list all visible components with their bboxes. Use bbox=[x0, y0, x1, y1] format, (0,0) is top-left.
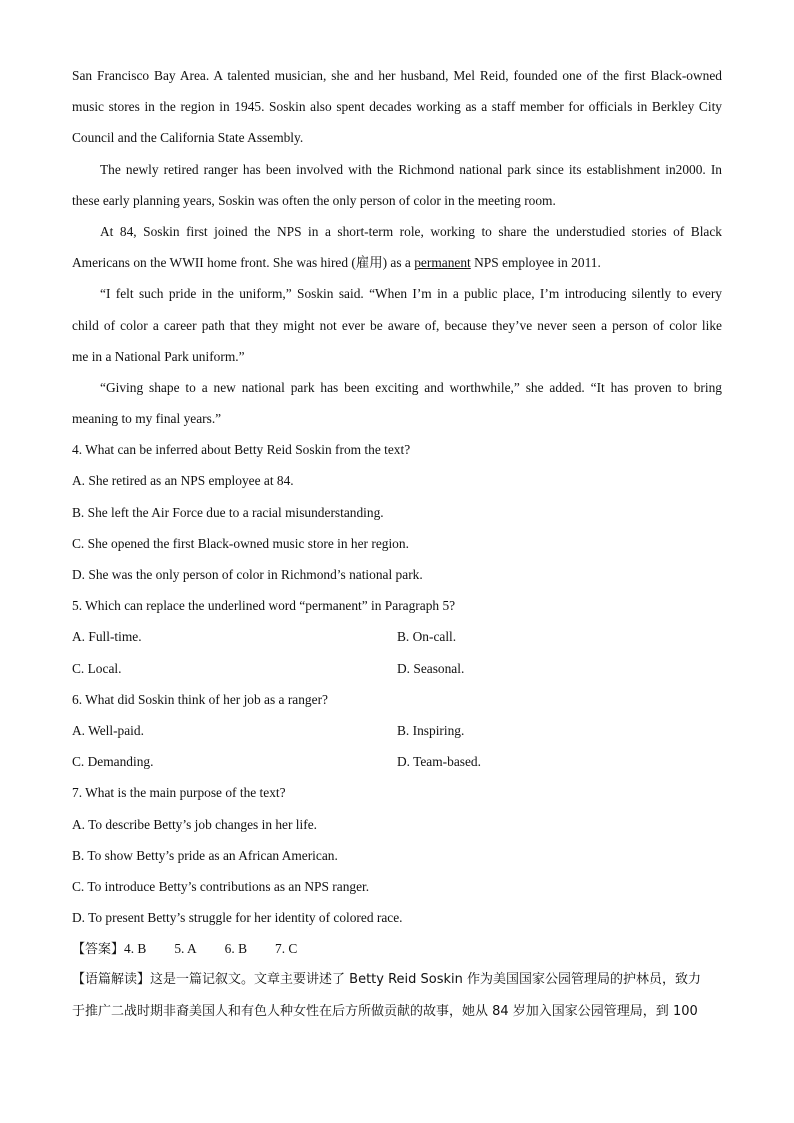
option-d: D. Seasonal. bbox=[397, 660, 465, 676]
underlined-word-permanent: permanent bbox=[414, 255, 471, 271]
text-span: Americans on the WWII home front. She was hired (雇用) as a bbox=[72, 255, 415, 271]
option-c: C. She opened the first Black-owned music store in her region. bbox=[72, 535, 409, 551]
text-line: “Giving shape to a new national park has been exciting and worthwhile,” she added. “It has proven to bring bbox=[100, 379, 722, 395]
paragraph-1 bbox=[72, 60, 722, 154]
answer-item: 5. A bbox=[174, 941, 197, 957]
option-c: C. To introduce Betty’s contributions as an NPS ranger. bbox=[72, 878, 370, 894]
text-line: At 84, Soskin first joined the NPS in a short-term role, working to share the understudied stories of Black bbox=[100, 223, 722, 239]
question-4 bbox=[72, 434, 722, 590]
paragraph-3 bbox=[72, 216, 722, 278]
text-line: child of color a career path that they might not ever be aware of, because they’ve never seen a person of color like bbox=[72, 317, 722, 333]
text-line: meaning to my final years.” bbox=[72, 411, 222, 427]
question-7 bbox=[72, 777, 722, 933]
option-d: D. To present Betty’s struggle for her identity of colored race. bbox=[72, 910, 403, 926]
option-d: D. She was the only person of color in Richmond’s national park. bbox=[72, 567, 423, 582]
option-a: A. She retired as an NPS employee at 84. bbox=[72, 473, 294, 489]
text-span: 这是一篇记叙文。文章主要讲述了 Betty Reid Soskin 作为美国国家公园管理局的护林员，致力 bbox=[150, 972, 702, 988]
text-line: “I felt such pride in the uniform,” Soskin said. “When I’m in a public place, I’m introducing silently to every bbox=[100, 286, 722, 302]
text-line: 于推广二战时期非裔美国人和有色人种女性在后方所做贡献的故事，她从 84 岁加入国家公园管理局，到 100 bbox=[72, 1003, 698, 1019]
analysis-section bbox=[72, 964, 722, 1026]
text-line: me in a National Park uniform.” bbox=[72, 348, 245, 364]
option-b: B. She left the Air Force due to a racial misunderstanding. bbox=[72, 504, 384, 520]
option-row bbox=[72, 746, 722, 777]
text-line bbox=[72, 964, 722, 995]
answer-item: 4. B bbox=[124, 941, 147, 957]
text-line bbox=[72, 247, 722, 278]
text-line: these early planning years, Soskin was often the only person of color in the meeting room. bbox=[72, 192, 556, 208]
answer-line bbox=[72, 933, 722, 964]
question-5 bbox=[72, 590, 722, 684]
document-page bbox=[72, 60, 722, 1027]
option-d: D. Team-based. bbox=[397, 754, 481, 770]
option-a: A. Well-paid. bbox=[72, 722, 144, 738]
answer-item: 7. C bbox=[275, 941, 298, 957]
text-span: NPS employee in 2011. bbox=[470, 255, 601, 271]
option-a: A. Full-time. bbox=[72, 629, 142, 645]
option-a: A. To describe Betty’s job changes in her life. bbox=[72, 816, 317, 832]
text-line: San Francisco Bay Area. A talented musician, she and her husband, Mel Reid, founded one of the first Black-owned bbox=[72, 68, 722, 83]
option-row bbox=[72, 621, 722, 652]
analysis-label: 【语篇解读】 bbox=[72, 972, 151, 988]
option-b: B. To show Betty’s pride as an African American. bbox=[72, 847, 338, 863]
question-stem: 5. Which can replace the underlined word “permanent” in Paragraph 5? bbox=[72, 598, 456, 614]
question-stem: 6. What did Soskin think of her job as a ranger? bbox=[72, 691, 328, 707]
question-stem: 4. What can be inferred about Betty Reid Soskin from the text? bbox=[72, 442, 411, 458]
option-row bbox=[72, 715, 722, 746]
text-line: The newly retired ranger has been involved with the Richmond national park since its establishment in2000. In bbox=[100, 161, 722, 177]
option-c: C. Local. bbox=[72, 660, 122, 676]
answer-item: 6. B bbox=[224, 941, 247, 957]
option-c: C. Demanding. bbox=[72, 754, 154, 770]
answer-label: 【答案】 bbox=[72, 942, 125, 958]
question-6 bbox=[72, 684, 722, 778]
paragraph-4 bbox=[72, 278, 722, 372]
text-line: music stores in the region in 1945. Soskin also spent decades working as a staff member for officials in Berkley City bbox=[72, 99, 722, 115]
option-row bbox=[72, 653, 722, 684]
question-stem: 7. What is the main purpose of the text? bbox=[72, 785, 286, 801]
option-b: B. Inspiring. bbox=[397, 722, 465, 738]
option-b: B. On-call. bbox=[397, 629, 457, 645]
paragraph-2 bbox=[72, 154, 722, 216]
paragraph-5 bbox=[72, 372, 722, 434]
text-line: Council and the California State Assembly. bbox=[72, 130, 304, 146]
